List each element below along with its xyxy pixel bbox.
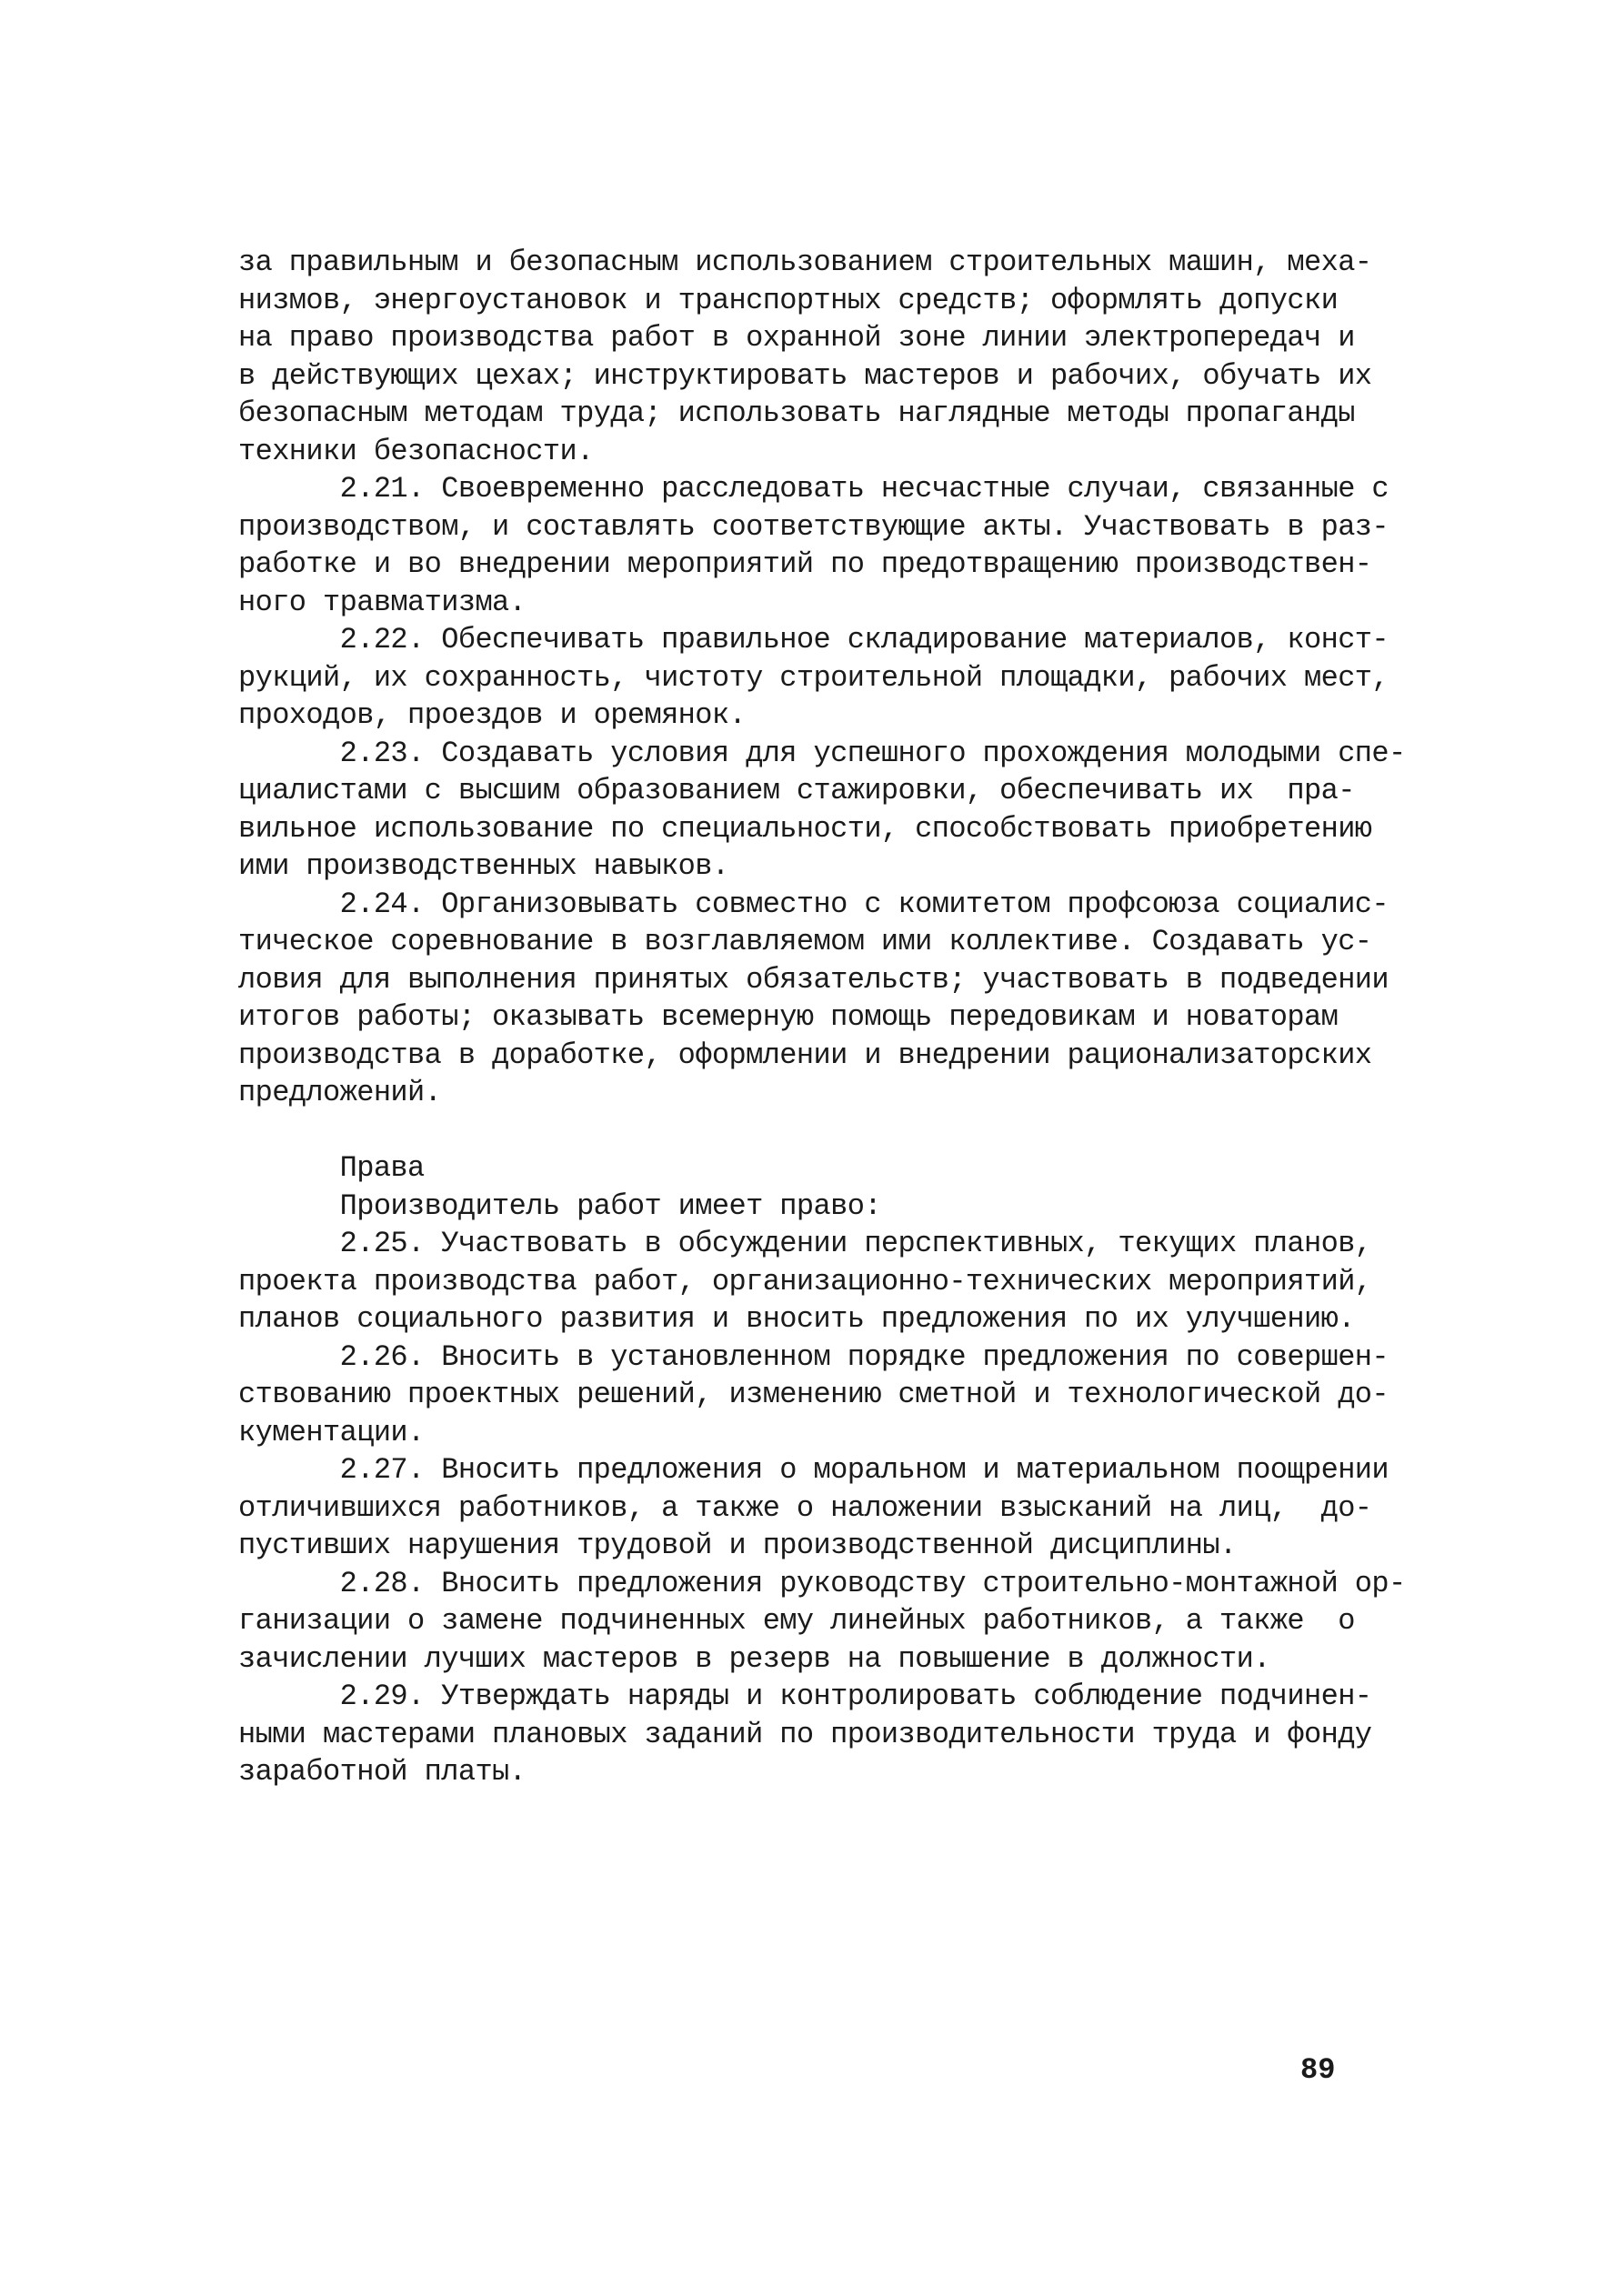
text-line: проходов, проездов и оремянок. [238,698,747,732]
text-line: 2.22. Обеспечивать правильное складирование материалов, конст- [238,623,1389,657]
text-line: производством, и составлять соответствующие акты. Участвовать в раз- [238,509,1389,544]
text-line: ного травматизма. [238,585,527,619]
text-line: заработной платы. [238,1755,527,1789]
text-line: зачислении лучших мастеров в резерв на повышение в должности. [238,1641,1270,1676]
text-line: 2.23. Создавать условия для успешного прохождения молодыми спе- [238,736,1406,770]
text-line: производства в доработке, оформлении и внедрении рационализаторских [238,1038,1372,1072]
text-line: Права [238,1151,425,1185]
text-line: в действующих цехах; инструктировать мастеров и рабочих, обучать их [238,358,1372,393]
text-line: проекта производства работ, организационно-технических мероприятий, [238,1264,1372,1298]
text-line: 2.28. Вносить предложения руководству строительно-монтажной ор- [238,1566,1406,1600]
text-line: предложений. [238,1076,442,1109]
text-line: кументации. [238,1415,425,1449]
body-text [238,244,1406,1791]
text-line: Производитель работ имеет право: [238,1188,881,1223]
text-line: отличившихся работников, а также о наложении взысканий на лиц, до- [238,1490,1372,1525]
section-gap [238,1112,1366,1150]
text-line: за правильным и безопасным использованием строительных машин, меха- [238,246,1372,279]
text-line: вильное использование по специальности, способствовать приобретению [238,811,1372,846]
text-line: 2.29. Утверждать наряды и контролировать соблюдение подчинен- [238,1679,1372,1713]
text-line: циалистами с высшим образованием стажировки, обеспечивать их пра- [238,774,1355,807]
text-line: 2.27. Вносить предложения о моральном и материальном поощрении [238,1453,1389,1487]
text-line: пустивших нарушения трудовой и производственной дисциплины. [238,1529,1237,1562]
text-line: ловия для выполнения принятых обязательств; участвовать в подведении [238,962,1389,997]
text-line: ными мастерами плановых заданий по производительности труда и фонду [238,1717,1372,1751]
text-line: ими производственных навыков. [238,849,729,883]
page-number: 89 [1300,2053,1336,2087]
text-line: 2.26. Вносить в установленном порядке предложения по совершен- [238,1339,1389,1374]
text-line: на право производства работ в охранной зоне линии электропередач и [238,321,1355,355]
rights-section [238,1149,1406,1791]
text-line: итогов работы; оказывать всемерную помощь передовикам и новаторам [238,1000,1339,1034]
text-line: 2.25. Участвовать в обсуждении перспективных, текущих планов, [238,1227,1372,1260]
text-line: планов социального развития и вносить предложения по их улучшению. [238,1302,1355,1336]
text-line: 2.21. Своевременно расследовать несчастные случаи, связанные с [238,472,1389,506]
text-line: безопасным методам труда; использовать наглядные методы пропаганды [238,396,1355,430]
text-line: тическое соревнование в возглавляемом ими коллективе. Создавать ус- [238,925,1372,958]
text-line: рукций, их сохранность, чистоту строительной площадки, рабочих мест, [238,660,1389,695]
text-line: техники безопасности. [238,434,594,468]
text-line: работке и во внедрении мероприятий по предотвращению производствен- [238,547,1372,581]
duties-section [238,244,1406,1112]
text-line: ганизации о замене подчиненных ему линейных работников, а также о [238,1604,1355,1638]
text-line: ствованию проектных решений, изменению сметной и технологической до- [238,1378,1389,1411]
text-line: 2.24. Организовывать совместно с комитетом профсоюза социалис- [238,887,1389,921]
text-line: низмов, энергоустановок и транспортных средств; оформлять допуски [238,283,1339,317]
